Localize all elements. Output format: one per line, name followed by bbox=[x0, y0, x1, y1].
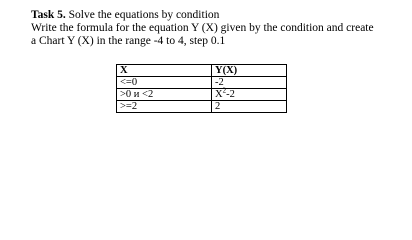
formula-y-cell bbox=[212, 86, 287, 101]
header-y: Y(X) bbox=[212, 65, 287, 77]
condition-x-cell: >=2 bbox=[117, 101, 212, 113]
task-heading bbox=[31, 9, 219, 22]
condition-table bbox=[116, 64, 287, 113]
formula-y-cell bbox=[212, 101, 287, 113]
description-line-2: a Chart Y (X) in the range -4 to 4, step 0.1 bbox=[31, 35, 226, 47]
header-x: X bbox=[117, 65, 212, 77]
description-line-1: Write the formula for the equation Y (X) given by the condition and create bbox=[31, 22, 374, 34]
task-title: Solve the equations by condition bbox=[65, 9, 220, 21]
table-row bbox=[117, 89, 287, 101]
table-row bbox=[117, 101, 287, 113]
condition-x-cell: <=0 bbox=[117, 77, 212, 89]
table-row bbox=[117, 77, 287, 89]
formula-base: X bbox=[215, 89, 223, 100]
document-page bbox=[0, 0, 412, 117]
condition-x-cell: >0 и <2 bbox=[117, 89, 212, 101]
formula-exponent: 2 bbox=[222, 86, 227, 95]
task-number: Task 5. bbox=[31, 9, 66, 21]
task-description bbox=[31, 22, 411, 48]
formula-base: 2 bbox=[215, 101, 221, 112]
formula-tail: -2 bbox=[226, 89, 235, 100]
table-header-row bbox=[117, 65, 287, 77]
formula-base: -2 bbox=[215, 77, 224, 88]
